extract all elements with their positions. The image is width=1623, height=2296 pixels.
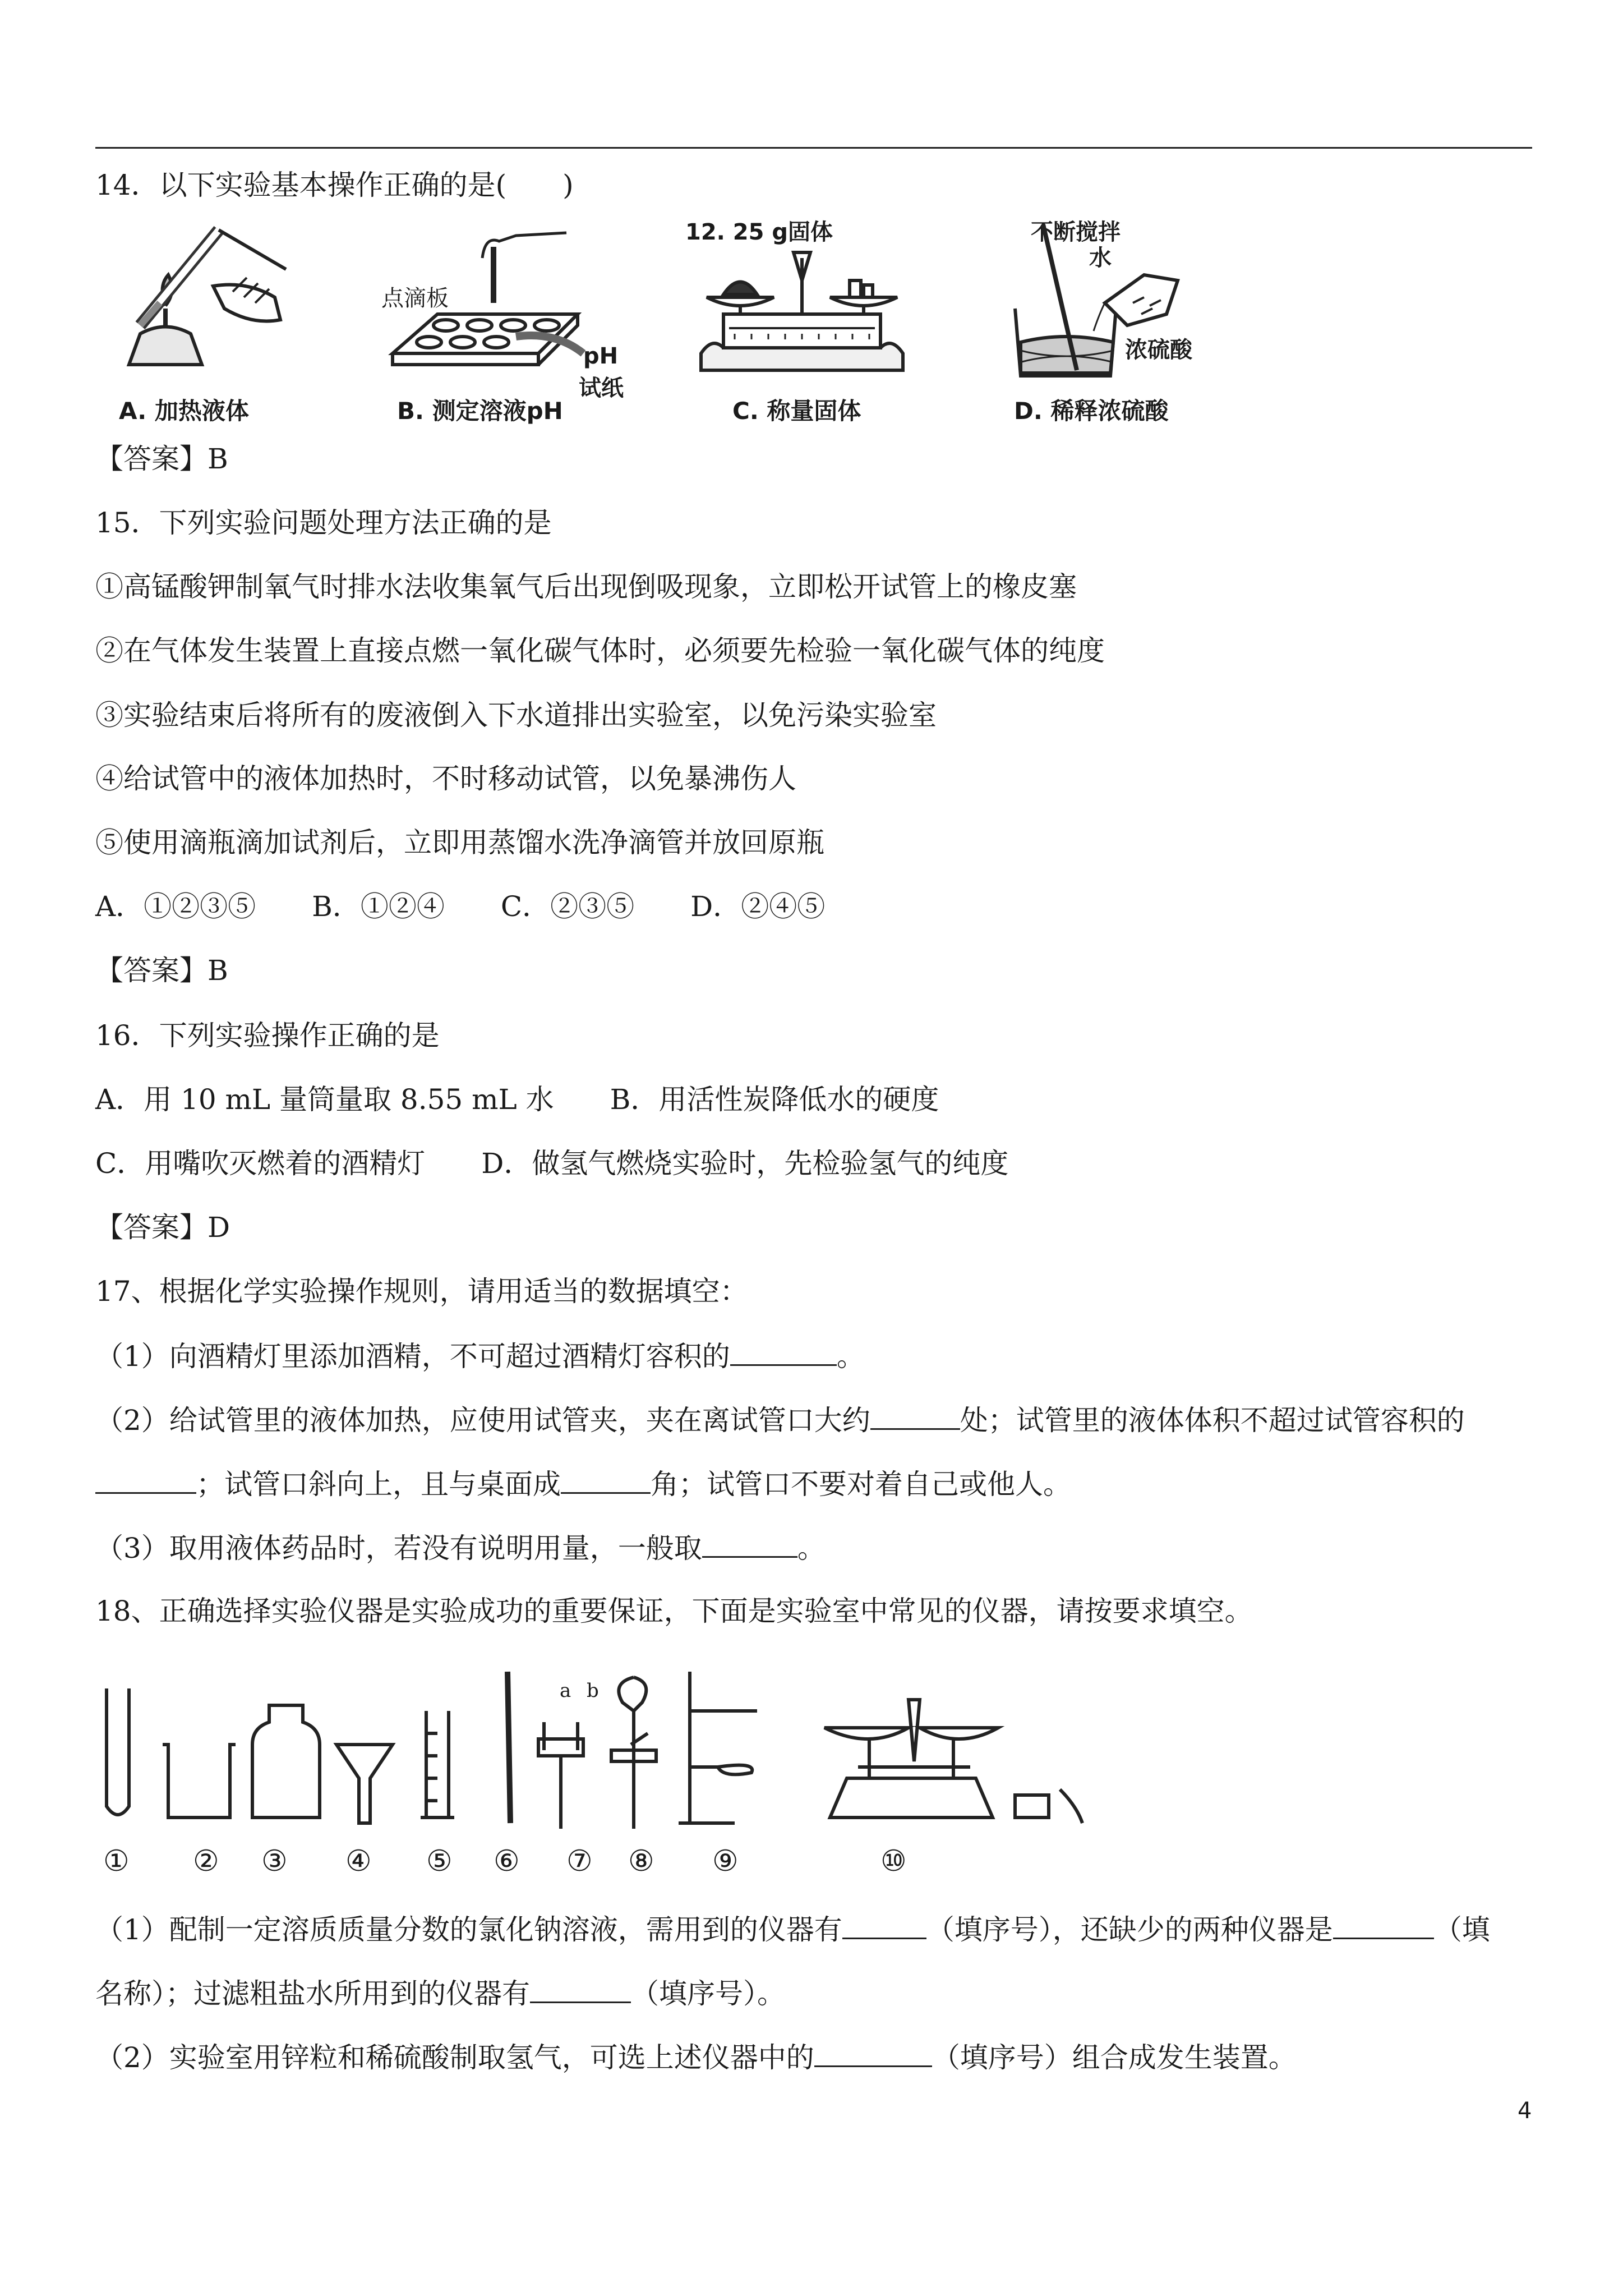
header-rule <box>95 147 1532 149</box>
figure-weighing-solid <box>690 241 914 376</box>
q15-options: A．①②③⑤ B．①②④ C．②③⑤ D．②④⑤ <box>95 890 826 923</box>
q17-part-2: （2）给试管里的液体加热，应使用试管夹，夹在离试管口大约 处；试管里的液体体积不超过试管容积的 <box>95 1402 1465 1437</box>
q15-item-4: ④给试管中的液体加热时，不时移动试管，以免暴沸伤人 <box>95 762 796 795</box>
test-tube-icon <box>107 1688 129 1815</box>
figure-lab-instruments <box>95 1660 1105 1840</box>
q16-options-2: C．用嘴吹灭燃着的酒精灯 D．做氢气燃烧实验时，先检验氢气的纯度 <box>95 1147 1009 1180</box>
q16-stem: 16．下列实验操作正确的是 <box>95 1019 440 1052</box>
q16-answer: 【答案】D <box>95 1211 230 1244</box>
instrument-number-9: ⑨ <box>712 1844 739 1878</box>
answer-blank[interactable] <box>870 1402 960 1430</box>
caption-b: B. 测定溶液pH <box>397 397 563 425</box>
caption-d: D. 稀释浓硫酸 <box>1014 397 1169 425</box>
label-b: b <box>587 1680 599 1702</box>
wide-mouth-bottle-icon <box>252 1705 320 1818</box>
answer-blank[interactable] <box>842 1912 926 1939</box>
double-hole-stopper-icon <box>538 1722 583 1829</box>
q14-stem: 14．以下实验基本操作正确的是( ) <box>95 169 574 201</box>
iron-stand-icon <box>679 1672 757 1823</box>
label-stir: 不断搅拌 <box>1031 219 1121 245</box>
q15-stem: 15．下列实验问题处理方法正确的是 <box>95 507 552 539</box>
separatory-funnel-icon <box>611 1677 656 1829</box>
balance-icon <box>824 1700 998 1818</box>
q18-part-1-cont: 名称）；过滤粗盐水所用到的仪器有 （填序号）。 <box>95 1976 785 2010</box>
instrument-number-6: ⑥ <box>494 1844 520 1878</box>
q17-stem: 17、根据化学实验操作规则，请用适当的数据填空： <box>95 1275 748 1308</box>
q16-options-1: A．用 10 mL 量筒量取 8.55 mL 水 B．用活性炭降低水的硬度 <box>95 1083 939 1116</box>
q15-item-3: ③实验结束后将所有的废液倒入下水道排出实验室，以免污染实验室 <box>95 699 937 731</box>
answer-blank[interactable] <box>702 1530 797 1558</box>
page-number: 4 <box>1518 2098 1532 2124</box>
forceps-icon <box>1060 1789 1082 1823</box>
instrument-number-1: ① <box>103 1844 130 1878</box>
answer-blank[interactable] <box>95 1466 196 1494</box>
weight-box-icon <box>1015 1795 1049 1818</box>
label-ph: pH <box>583 343 619 369</box>
q17-part-1: （1）向酒精灯里添加酒精，不可超过酒精灯容积的 。 <box>95 1338 865 1373</box>
instrument-number-8: ⑧ <box>628 1844 654 1878</box>
q14-answer: 【答案】B <box>95 443 228 475</box>
q15-answer: 【答案】B <box>95 954 228 987</box>
q15-item-5: ⑤使用滴瓶滴加试剂后，立即用蒸馏水洗净滴管并放回原瓶 <box>95 826 824 859</box>
beaker-icon <box>163 1745 236 1818</box>
label-mass: 12. 25 g固体 <box>685 219 833 245</box>
instrument-number-3: ③ <box>261 1844 288 1878</box>
q18-part-2: （2）实验室用锌粒和稀硫酸制取氢气，可选上述仪器中的 （填序号）组合成发生装置。 <box>95 2040 1297 2074</box>
q17-part-3: （3）取用液体药品时，若没有说明用量，一般取 。 <box>95 1530 826 1565</box>
q18-stem: 18、正确选择实验仪器是实验成功的重要保证，下面是实验室中常见的仪器，请按要求填空。 <box>95 1595 1253 1627</box>
q15-item-1: ①高锰酸钾制氧气时排水法收集氧气后出现倒吸现象，立即松开试管上的橡皮塞 <box>95 570 1077 603</box>
q17-part-2-cont: ；试管口斜向上，且与桌面成 角；试管口不要对着自己或他人。 <box>95 1466 1071 1501</box>
q15-item-2: ②在气体发生装置上直接点燃一氧化碳气体时，必须要先检验一氧化碳气体的纯度 <box>95 634 1105 667</box>
label-spot-plate: 点滴板 <box>381 286 449 311</box>
answer-blank[interactable] <box>561 1466 651 1494</box>
figure-heating-liquid <box>107 213 292 376</box>
instrument-number-2: ② <box>193 1844 219 1878</box>
instrument-number-10: ⑩ <box>880 1844 907 1878</box>
answer-blank[interactable] <box>814 2040 932 2067</box>
caption-c: C. 称量固体 <box>732 397 861 425</box>
label-water: 水 <box>1089 245 1112 271</box>
funnel-icon <box>336 1745 393 1823</box>
answer-blank[interactable] <box>1333 1912 1434 1939</box>
answer-blank[interactable] <box>530 1976 631 2003</box>
label-test-paper: 试纸 <box>579 375 624 401</box>
label-conc-acid: 浓硫酸 <box>1125 337 1192 363</box>
q18-part-1: （1）配制一定溶质质量分数的氯化钠溶液，需用到的仪器有 （填序号），还缺少的两种仪器是 （填 <box>95 1912 1490 1947</box>
label-a: a <box>560 1680 571 1702</box>
graduated-cylinder-icon <box>421 1711 454 1818</box>
instrument-number-4: ④ <box>345 1844 372 1878</box>
caption-a: A. 加热液体 <box>119 397 249 425</box>
instrument-number-7: ⑦ <box>566 1844 593 1878</box>
answer-blank[interactable] <box>730 1338 837 1366</box>
glass-rod-icon <box>508 1672 510 1823</box>
instrument-number-5: ⑤ <box>426 1844 453 1878</box>
